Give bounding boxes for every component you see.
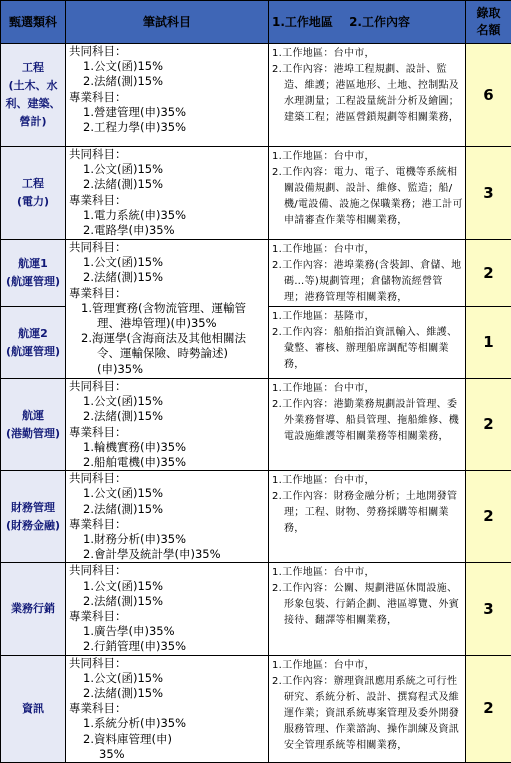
- quota-cell: 2: [466, 471, 511, 563]
- subjects-cell: 共同科目： 1.公文(函)15% 2.法緒(測)15% 專業科目： 1.輪機實務(申)35% 2.船舶電機(申)35%: [66, 379, 269, 471]
- category-cell: 航運2 (航運管理): [1, 307, 66, 379]
- category-cell: 財務管理 (財務金融): [1, 471, 66, 563]
- quota-cell: 1: [466, 307, 511, 379]
- category-cell: 航運1 (航運管理): [1, 240, 66, 307]
- subjects-cell: 共同科目： 1.公文(函)15% 2.法緒(測)15% 專業科目： 1.系統分析(申)35% 2.資料庫管理(申) 35%: [66, 655, 269, 762]
- description-cell: 1.工作地區：台中市， 2.工作內容：港埠工程規劃、設計、監造、維護；港區地形、土地、控制點及水理測量；工程設量統計分析及繪圖；建築工程；港區營鎖規劃等相關業務，: [269, 44, 466, 147]
- description-cell: 1.工作地區：台中市， 2.工作內容：公關、規劃港區休閒設施、形象包裝、行銷企劃、港區導覽、外賓接待、翻譯等相關業務，: [269, 563, 466, 655]
- description-cell: 1.工作地區：台中市， 2.工作內容：電力、電子、電機等系統相關設備規劃、設計、維修、監造；船/機/電設備、設施之保職業務；港工計可申請審查作業等相關業務，: [269, 147, 466, 240]
- category-cell: 工程 (土木、水 利、建築、 營計): [1, 44, 66, 147]
- table-row: [1, 240, 511, 307]
- category-cell: 工程 (電力): [1, 147, 66, 240]
- table-row: [1, 563, 511, 655]
- header-subjects: 筆試科目: [66, 1, 269, 44]
- quota-cell: 6: [466, 44, 511, 147]
- category-cell: 業務行銷: [1, 563, 66, 655]
- table-row: [1, 44, 511, 147]
- category-cell: 資訊: [1, 655, 66, 762]
- table-row: [1, 379, 511, 471]
- table-row: [1, 471, 511, 563]
- description-cell: 1.工作地區：基隆市， 2.工作內容：船舶指泊資訊輸入、維護、彙整、審核、辦理船席調配等相關業務，: [269, 307, 466, 379]
- table-row: [1, 147, 511, 240]
- subjects-cell: 共同科目： 1.公文(函)15% 2.法緒(測)15% 專業科目： 1.財務分析(申)35% 2.會計學及統計學(申)35%: [66, 471, 269, 563]
- quota-cell: 2: [466, 240, 511, 307]
- quota-cell: 2: [466, 655, 511, 762]
- quota-cell: 3: [466, 563, 511, 655]
- subjects-cell: 共同科目： 1.公文(函)15% 2.法緒(測)15% 專業科目： 1.廣告學(申)35% 2.行銷管理(申)35%: [66, 563, 269, 655]
- description-cell: 1.工作地區：台中市， 2.工作內容：財務金融分析；土地開發管理；工程、財物、勞務採購等相關業務，: [269, 471, 466, 563]
- header-quota: 錄取 名額: [466, 1, 511, 44]
- header-row: [1, 1, 511, 44]
- subjects-cell: 共同科目： 1.公文(函)15% 2.法緒(測)15% 專業科目： 1.管理實務(含物流管理、運輸管理、港埠管理)(申)35% 2.海運學(含海商法及其他相關法令、運輸保險、時勢論述)(申)35%: [66, 240, 269, 379]
- quota-cell: 3: [466, 147, 511, 240]
- category-cell: 航運 (港勤管理): [1, 379, 66, 471]
- description-cell: 1.工作地區：台中市， 2.工作內容：港埠業務(含裝卸、倉儲、地碼…等)規劃管理；倉儲物流經營管理；港務管理等相關業務，: [269, 240, 466, 307]
- description-cell: 1.工作地區：台中市， 2.工作內容：港勤業務規劃設計管理、委外業務督導、船員管理、拖船維修、機電設施維護等相關業務等相關業務，: [269, 379, 466, 471]
- table-row: [1, 655, 511, 762]
- description-cell: 1.工作地區：台中市， 2.工作內容：辦理資訊應用系統之可行性研究、系統分析、設計、撰寫程式及維運作業；資訊系統專案管理及委外開發服務管理、作業諮詢、操作訓練及資訊安全管理系統等相關業務，: [269, 655, 466, 762]
- header-category: 甄選類科: [1, 1, 66, 44]
- subjects-cell: 共同科目： 1.公文(函)15% 2.法緒(測)15% 專業科目： 1.營建管理(申)35% 2.工程力學(申)35%: [66, 44, 269, 147]
- subjects-cell: 共同科目： 1.公文(函)15% 2.法緒(測)15% 專業科目： 1.電力系統(申)35% 2.電路學(申)35%: [66, 147, 269, 240]
- quota-cell: 2: [466, 379, 511, 471]
- header-area: 1.工作地區 2.工作內容: [269, 1, 466, 44]
